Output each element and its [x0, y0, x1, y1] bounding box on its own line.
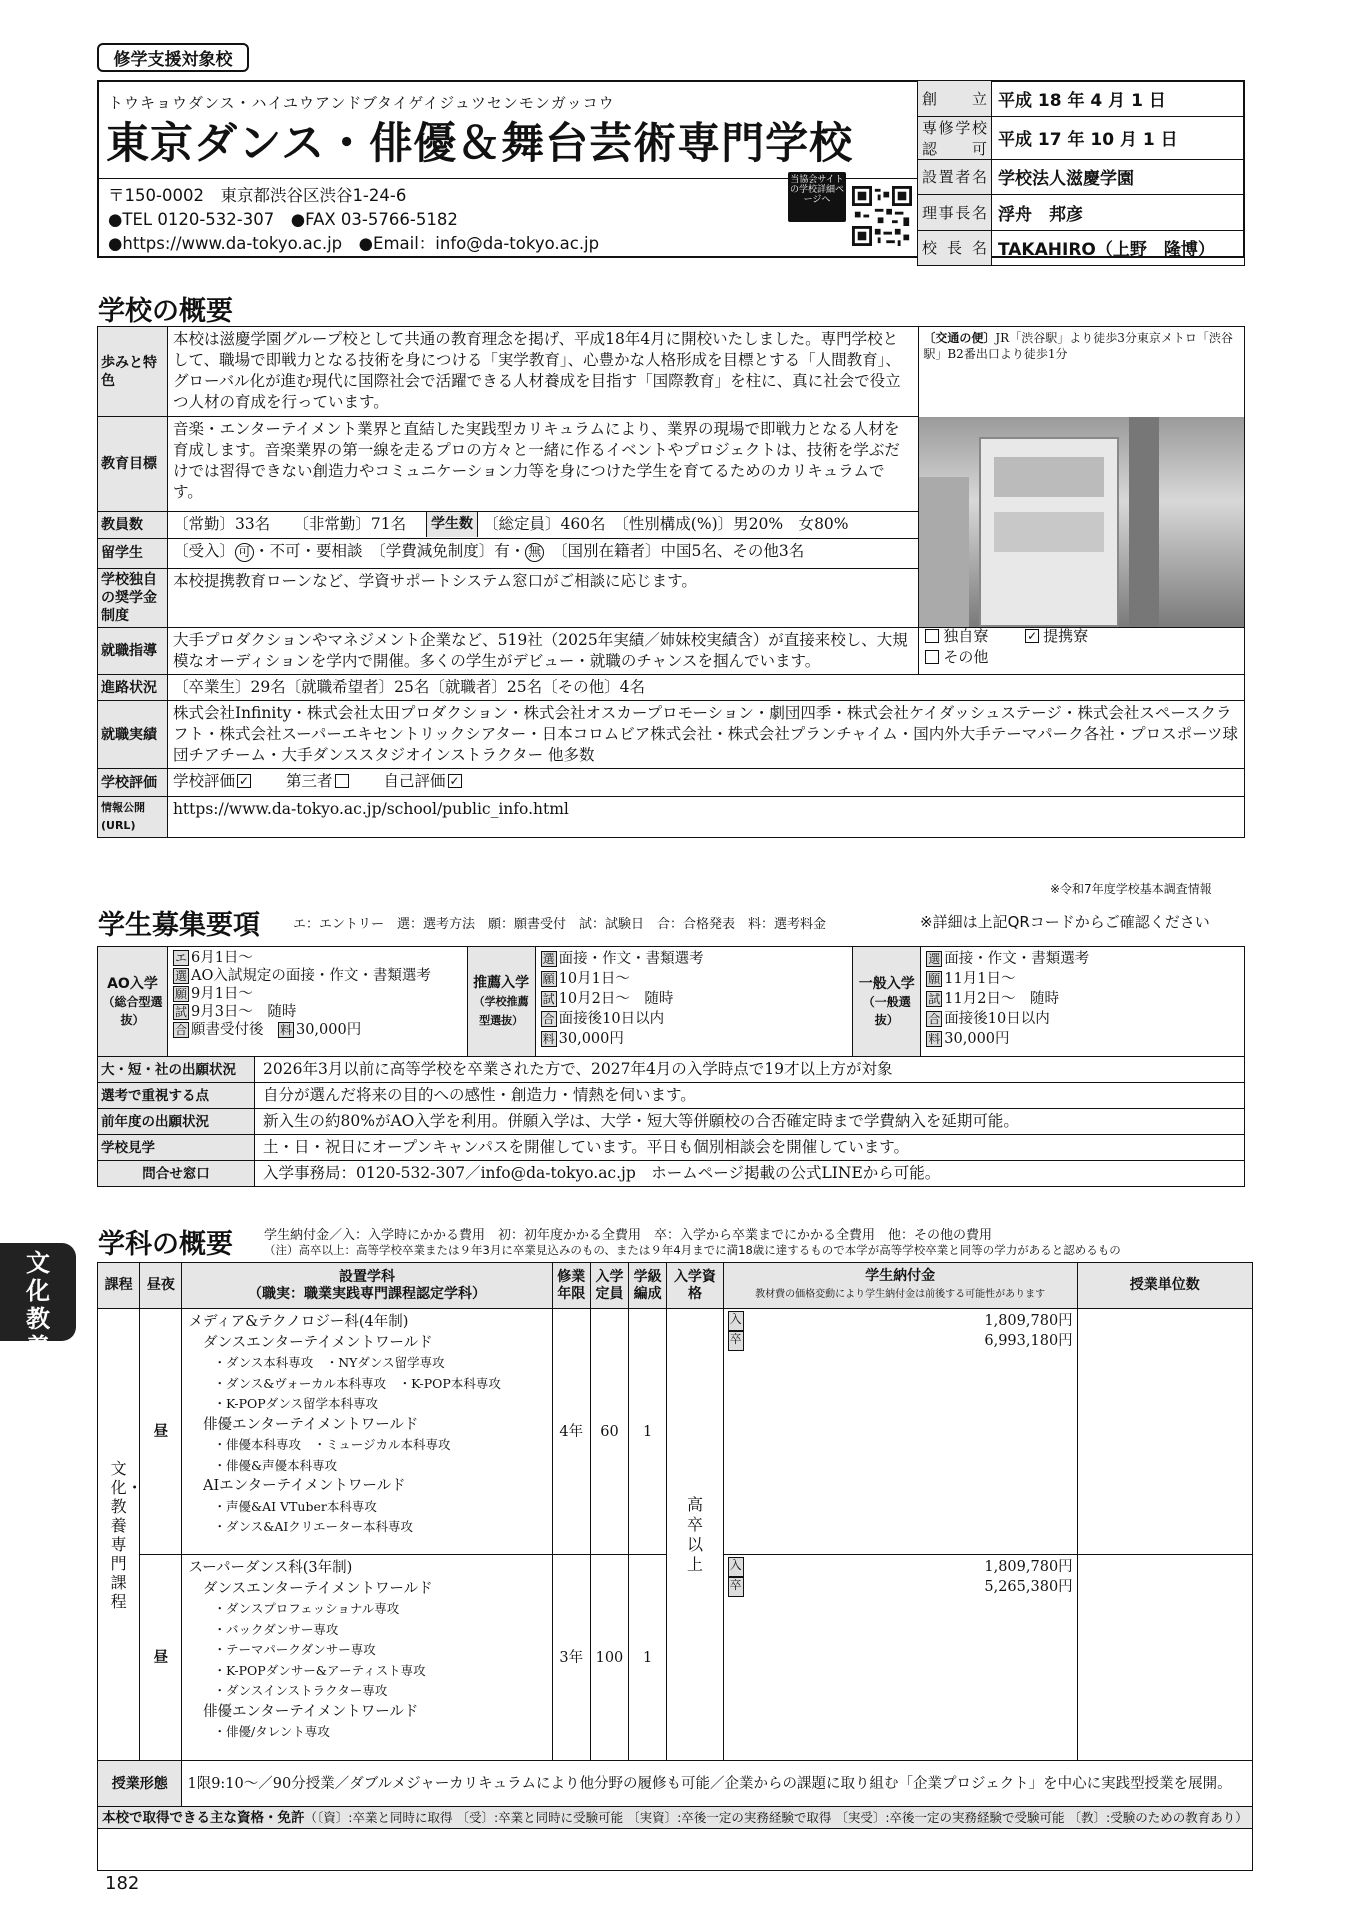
support-badge: 修学支援対象校	[97, 43, 249, 72]
dept-units	[1077, 1309, 1252, 1555]
form-label: 授業形態	[98, 1761, 182, 1807]
dept-subjects: スーパーダンス科(3年制) ダンスエンターテイメントワールド ・ダンスプロフェッショナル専攻 ・バックダンサー専攻 ・テーマパークダンサー専攻 ・K-POPダンサー&アーティスト専攻 ・ダンスインストラクター専攻 俳優エンターテイメントワールド ・俳優/タレント専攻	[182, 1555, 552, 1761]
intl-waiver-circle: 無	[525, 543, 544, 562]
info-label: 設置者名	[918, 159, 992, 195]
col-units: 授業単位数	[1077, 1263, 1252, 1309]
info-label: 専修学校認可	[918, 116, 992, 159]
col-subject: 設置学科 （職実：職業実践専門課程認定学科）	[182, 1263, 552, 1309]
phone-fax: ●TEL 0120-532-307 ●FAX 03-5766-5182	[108, 210, 458, 229]
admission-info-table	[97, 1056, 1245, 1187]
info-value: 平成 17 年 10 月 1 日	[992, 116, 1245, 159]
info-value: 浮舟 邦彦	[992, 195, 1245, 231]
source-note: ※令和7年度学校基本調査情報	[1050, 882, 1212, 896]
cert-content	[98, 1829, 1253, 1871]
dorm-partner-checkbox: ✓	[1027, 629, 1038, 643]
admission-info-row	[98, 1109, 1245, 1135]
school-kana: トウキョウダンス・ハイユウアンドブタイゲイジュツセンモンガッコウ	[108, 94, 615, 112]
access-info: 〔交通の便〕JR「渋谷駅」より徒歩3分東京メトロ「渋谷駅」B2番出口より徒歩1分	[923, 331, 1233, 361]
eval-label: 学校評価	[98, 769, 168, 797]
staff-label: 教員数	[98, 511, 168, 538]
intl-accept-circle: 可	[235, 543, 254, 562]
eval-checks: 学校評価 ✓ 第三者 自己評価 ✓	[167, 769, 1244, 797]
info-value: 学校法人滋慶学園	[992, 159, 1245, 195]
web-email[interactable]: ●https://www.da-tokyo.ac.jp ●Email：info@da-tokyo.ac.jp	[108, 234, 600, 253]
admission-title: 学生募集要項	[98, 910, 260, 941]
admission-row-label: 大・短・社の出願状況	[98, 1057, 255, 1083]
qr-code-icon[interactable]	[852, 186, 912, 246]
fee-legend: 学生納付金／入：入学時にかかる費用 初：初年度かかる全費用 卒：入学から卒業までにかかる全費用 他：その他の費用	[264, 1228, 993, 1243]
admission-row-value: 自分が選んだ将来の目的への感性・創造力・情熱を伺います。	[255, 1083, 1245, 1109]
goal-label: 教育目標	[98, 417, 168, 511]
admission-row-value: 新入生の約80%がAO入学を利用。併願入学は、大学・短大等併願校の合否確定時まで学費納入を延期可能。	[255, 1109, 1245, 1135]
goal-text: 音楽・エンターテイメント業界と直結した実践型カリキュラムにより、業界の現場で即戦力となる人材を育成します。音楽業界の第一線を走るプロの方々と一緒に作るイベントやプロジェクトは、技術を学ぶだけでは習得できない創造力やコミュニケーション力等を身につけた学生を育てるためのカリキュラムです。	[167, 417, 918, 511]
students-count: 〔総定員〕460名 〔性別構成(%)〕男20% 女80%	[482, 514, 849, 533]
intl-label: 留学生	[98, 538, 168, 568]
overview-table	[97, 326, 1245, 838]
admission-row-value: 2026年3月以前に高等学校を卒業された方で、2027年4月の入学時点で19才以上方が対象	[255, 1057, 1245, 1083]
qualification-note: （注）高卒以上：高等学校卒業または９年3月に卒業見込みのもの、または９年4月までに満18歳に達するもので本学が高等学校卒業と同等の学力があると認めるもの	[264, 1243, 1121, 1257]
cert-row: 本校で取得できる主な資格・免許（〔資〕:卒業と同時に取得 〔受〕:卒業と同時に受験可能 〔実資〕:卒後一定の実務経験で取得 〔実受〕:卒後一定の実務経験で受験可能 〔教〕:受験のための教育あり）	[98, 1807, 1253, 1829]
dept-years: 3年	[552, 1555, 590, 1761]
admission-row-label: 選考で重視する点	[98, 1083, 255, 1109]
founding-info-row	[918, 116, 1245, 159]
address: 〒150-0002 東京都渋谷区渋谷1-24-6	[108, 186, 407, 205]
record-text: 株式会社Infinity・株式会社太田プロダクション・株式会社オスカープロモーション・劇団四季・株式会社ケイダッシュステージ・株式会社スペースクラフト・株式会社スーパーエキセントリックシアター・日本コロムビア株式会社・株式会社プランチャイム・国内外大手テーマパーク各社・プロスポーツ球団チアチーム・大手ダンススタジオインストラクター 他多数	[167, 701, 1244, 769]
col-course: 課程	[98, 1263, 140, 1309]
admission-info-row	[98, 1161, 1245, 1187]
general-label: 一般入学 （一般選抜）	[853, 947, 921, 1057]
info-value: TAKAHIRO（上野 隆博）	[992, 230, 1245, 266]
dept-capacity: 100	[590, 1555, 628, 1761]
recommend-details: 選 面接・作文・書類選考 願 10月1日～ 試 10月2日～ 随時 合 面接後10日以内 料 30,000円	[535, 947, 853, 1057]
dept-qualification: 高卒以上	[667, 1309, 723, 1761]
qr-label: 当協会サイトの学校詳細ページへ	[788, 172, 846, 222]
info-label: 創 立	[918, 81, 992, 117]
dept-table	[97, 1262, 1253, 1871]
eval-third-checkbox	[335, 774, 349, 788]
admission-row-label: 問合せ窓口	[98, 1161, 255, 1187]
col-time: 昼夜	[140, 1263, 182, 1309]
admission-row-label: 前年度の出願状況	[98, 1109, 255, 1135]
staff-count: 〔常勤〕33名 〔非常勤〕71名	[172, 514, 407, 533]
building-photo	[919, 417, 1244, 627]
admission-legend: エ：エントリー 選：選考方法 願：願書受付 試：試験日 合：合格発表 料：選考料金	[293, 917, 827, 932]
info-label: 校 長 名	[918, 230, 992, 266]
founding-info-row	[918, 81, 1245, 117]
dept-units	[1077, 1555, 1252, 1761]
ao-label: AO入学 （総合型選抜）	[98, 947, 168, 1057]
intl-students: 〔受入〕 可 ・不可・要相談 〔学費減免制度〕有・ 無 〔国別在籍者〕中国5名、その他3名	[167, 538, 918, 568]
contact-block	[108, 184, 599, 256]
dept-grade: 1	[629, 1309, 667, 1555]
admission-info-row	[98, 1135, 1245, 1161]
scholarship-label: 学校独自の奨学金制度	[98, 568, 168, 627]
form-text: 1限9:10～／90分授業／ダブルメジャーカリキュラムにより他分野の履修も可能／企業からの課題に取り組む「企業プロジェクト」を中心に実践型授業を展開。	[182, 1761, 1252, 1807]
eval-self-checkbox: ✓	[449, 774, 460, 788]
course-name: 文化・教養専門課程	[98, 1309, 140, 1761]
info-label: 理事長名	[918, 195, 992, 231]
school-name: 東京ダンス・俳優＆舞台芸術専門学校	[106, 119, 854, 169]
founding-info-table	[917, 80, 1245, 266]
col-qualification: 入学資格	[667, 1263, 723, 1309]
dept-time: 昼	[140, 1309, 182, 1555]
founding-info-row	[918, 230, 1245, 266]
dept-subjects: メディア&テクノロジー科(4年制) ダンスエンターテイメントワールド ・ダンス本科専攻 ・NYダンス留学専攻 ・ダンス&ヴォーカル本科専攻 ・K-POP本科専攻 ・K-POPダンス留学本科専攻 俳優エンターテイメントワールド ・俳優本科専攻 ・ミュージカル本科専攻 ・俳優&声優本科専攻 AIエンターテイメントワールド ・声優&AI VTuber本科専攻 ・ダンス&AIクリエーター本科専攻	[182, 1309, 552, 1555]
admission-row-label: 学校見学	[98, 1135, 255, 1161]
admission-row-value: 入学事務局：0120-532-307／info@da-tokyo.ac.jp ホームページ掲載の公式LINEから可能。	[255, 1161, 1245, 1187]
category-tab: 文化教養	[0, 1243, 76, 1341]
overview-title: 学校の概要	[98, 296, 233, 327]
dept-fees: 入 1,809,780円 卒 5,265,380円	[723, 1555, 1077, 1761]
job-label: 就職指導	[98, 628, 168, 675]
dept-capacity: 60	[590, 1309, 628, 1555]
dept-time: 昼	[140, 1555, 182, 1761]
url-label: 情報公開(URL)	[98, 797, 168, 838]
path-label: 進路状況	[98, 675, 168, 701]
job-text: 大手プロダクションやマネジメント企業など、519社（2025年実績／姉妹校実績含）が直接来校し、大規模なオーディションを学内で開催。多くの学生がデビュー・就職のチャンスを掴んでいます。	[167, 628, 918, 675]
dorm-other-checkbox	[925, 650, 939, 664]
students-label: 学生数	[426, 512, 478, 537]
admission-info-row	[98, 1057, 1245, 1083]
public-info-url[interactable]: https://www.da-tokyo.ac.jp/school/public_info.html	[167, 797, 1244, 838]
history-text: 本校は滋慶学園グループ校として共通の教育理念を掲げ、平成18年4月に開校いたしました。専門学校として、職場で即戦力となる技術を身につける「実学教育」、心豊かな人格形成を目標とする「人間教育」、グローバル化が進む現代に国際社会で活躍できる人材養成を目指す「国際教育」を柱に、真に社会で役立つ人材の育成を行っています。	[167, 327, 918, 417]
dept-row	[98, 1309, 1253, 1555]
ao-details: エ 6月1日～ 選 AO入試規定の面接・作文・書類選考 願 9月1日～ 試 9月3日～ 随時 合 願書受付後 料 30,000円	[167, 947, 467, 1057]
page-number: 182	[105, 1873, 140, 1894]
dept-years: 4年	[552, 1309, 590, 1555]
founding-info-row	[918, 195, 1245, 231]
dept-title: 学科の概要	[98, 1229, 233, 1260]
admission-note: ※詳細は上記QRコードからご確認ください	[920, 913, 1210, 931]
record-label: 就職実績	[98, 701, 168, 769]
history-label: 歩みと特色	[98, 327, 168, 417]
general-details: 選 面接・作文・書類選考 願 11月1日～ 試 11月2日～ 随時 合 面接後10日以内 料 30,000円	[921, 947, 1245, 1057]
col-years: 修業年限	[552, 1263, 590, 1309]
admission-info-row	[98, 1083, 1245, 1109]
col-fee: 学生納付金 教材費の価格変動により学生納付金は前後する可能性があります	[723, 1263, 1077, 1309]
col-capacity: 入学定員	[590, 1263, 628, 1309]
admission-row-value: 土・日・祝日にオープンキャンパスを開催しています。平日も個別相談会を開催しています。	[255, 1135, 1245, 1161]
dorm-options: 独自寮 ✓ 提携寮 その他	[919, 624, 1244, 670]
founding-info-row	[918, 159, 1245, 195]
col-grade: 学級編成	[629, 1263, 667, 1309]
recommend-label: 推薦入学 （学校推薦型選抜）	[467, 947, 535, 1057]
info-value: 平成 18 年 4 月 1 日	[992, 81, 1245, 117]
dept-grade: 1	[629, 1555, 667, 1761]
eval-school-checkbox: ✓	[238, 774, 249, 788]
dept-fees: 入 1,809,780円 卒 6,993,180円	[723, 1309, 1077, 1555]
scholarship-text: 本校提携教育ローンなど、学資サポートシステム窓口がご相談に応じます。	[167, 568, 918, 627]
dorm-own-checkbox	[925, 629, 939, 643]
admission-table	[97, 946, 1245, 1057]
path-text: 〔卒業生〕29名〔就職希望者〕25名〔就職者〕25名〔その他〕4名	[167, 675, 1244, 701]
